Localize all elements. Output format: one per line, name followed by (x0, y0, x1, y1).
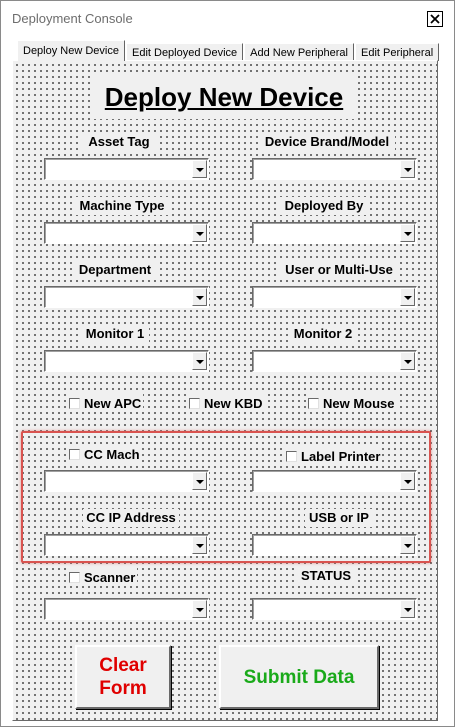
cc-ip-address-combobox[interactable] (44, 534, 209, 556)
deployed-by-label: Deployed By (279, 197, 369, 215)
new-apc-label: New APC (84, 395, 142, 411)
department-label: Department (73, 261, 157, 279)
machine-type-combobox[interactable] (44, 222, 209, 244)
label-printer-label: Label Printer (301, 448, 381, 464)
title-bar (1, 1, 454, 37)
status-combobox[interactable] (252, 598, 417, 620)
label-printer-combobox[interactable] (252, 470, 417, 492)
usb-or-ip-label: USB or IP (305, 509, 373, 527)
new-kbd-checkbox[interactable] (189, 394, 265, 412)
page-title: Deploy New Device (93, 75, 355, 119)
new-apc-checkbox[interactable] (69, 394, 143, 412)
cc-ip-address-label: CC IP Address (83, 509, 179, 527)
label-printer-checkbox[interactable] (286, 447, 382, 465)
checkbox-icon[interactable] (69, 572, 80, 583)
window-title: Deployment Console (12, 11, 133, 26)
chevron-down-icon[interactable] (400, 472, 415, 490)
scanner-combobox[interactable] (44, 598, 209, 620)
new-mouse-label: New Mouse (323, 395, 395, 411)
submit-data-button[interactable]: Submit Data (219, 645, 379, 709)
chevron-down-icon[interactable] (400, 536, 415, 554)
chevron-down-icon[interactable] (192, 224, 207, 242)
chevron-down-icon[interactable] (192, 288, 207, 306)
device-brand-model-label: Device Brand/Model (259, 133, 395, 151)
checkbox-icon[interactable] (286, 451, 297, 462)
new-kbd-label: New KBD (204, 395, 263, 411)
chevron-down-icon[interactable] (400, 224, 415, 242)
new-mouse-checkbox[interactable] (308, 394, 397, 412)
deploy-new-device-panel (12, 60, 438, 721)
device-brand-model-combobox[interactable] (252, 158, 417, 180)
tab-edit-peripheral[interactable]: Edit Peripheral (355, 43, 439, 61)
chevron-down-icon[interactable] (192, 600, 207, 618)
chevron-down-icon[interactable] (400, 288, 415, 306)
asset-tag-label: Asset Tag (81, 133, 157, 151)
monitor-1-combobox[interactable] (44, 350, 209, 372)
chevron-down-icon[interactable] (400, 352, 415, 370)
department-combobox[interactable] (44, 286, 209, 308)
scanner-checkbox[interactable] (69, 568, 137, 586)
user-or-multi-use-combobox[interactable] (252, 286, 417, 308)
tab-edit-deployed-device[interactable]: Edit Deployed Device (126, 43, 243, 61)
tab-add-new-peripheral[interactable]: Add New Peripheral (244, 43, 354, 61)
chevron-down-icon[interactable] (192, 472, 207, 490)
monitor-1-label: Monitor 1 (81, 325, 149, 343)
checkbox-icon[interactable] (69, 449, 80, 460)
chevron-down-icon[interactable] (400, 600, 415, 618)
user-or-multi-use-label: User or Multi-Use (279, 261, 399, 279)
checkbox-icon[interactable] (308, 398, 319, 409)
tab-strip (17, 39, 440, 61)
close-button[interactable] (427, 11, 443, 27)
monitor-2-label: Monitor 2 (289, 325, 357, 343)
checkbox-icon[interactable] (189, 398, 200, 409)
clear-form-button[interactable]: Clear Form (75, 645, 171, 709)
cc-mach-checkbox[interactable] (69, 445, 142, 463)
cc-mach-label: CC Mach (84, 446, 140, 462)
status-label: STATUS (298, 567, 354, 585)
close-icon (430, 14, 440, 24)
monitor-2-combobox[interactable] (252, 350, 417, 372)
deployed-by-combobox[interactable] (252, 222, 417, 244)
chevron-down-icon[interactable] (400, 160, 415, 178)
cc-mach-combobox[interactable] (44, 470, 209, 492)
tab-deploy-new-device[interactable]: Deploy New Device (17, 40, 125, 61)
machine-type-label: Machine Type (75, 197, 169, 215)
chevron-down-icon[interactable] (192, 160, 207, 178)
usb-or-ip-combobox[interactable] (252, 534, 417, 556)
asset-tag-combobox[interactable] (44, 158, 209, 180)
checkbox-icon[interactable] (69, 398, 80, 409)
chevron-down-icon[interactable] (192, 536, 207, 554)
chevron-down-icon[interactable] (192, 352, 207, 370)
scanner-label: Scanner (84, 569, 136, 585)
